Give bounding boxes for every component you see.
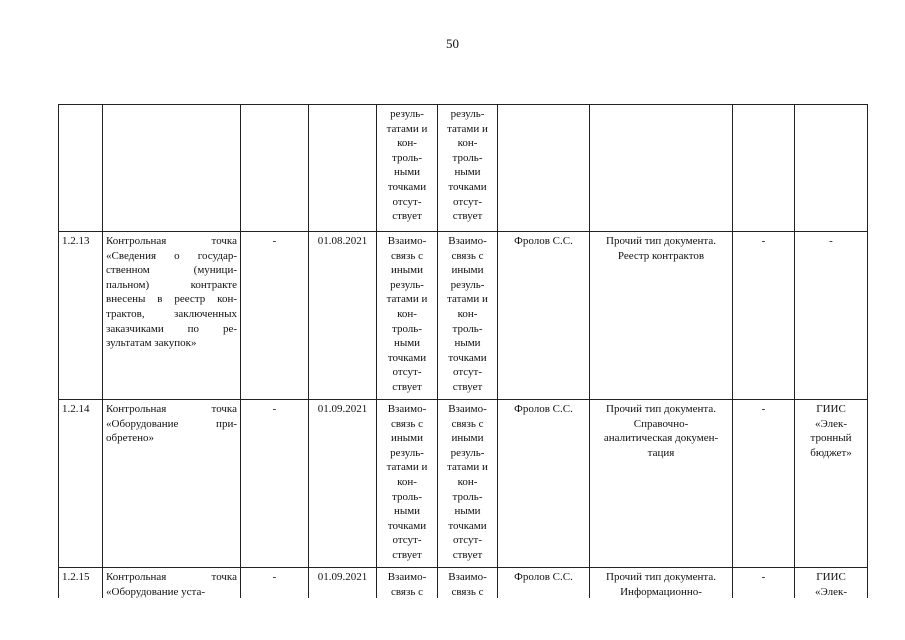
cell-doc-type — [590, 105, 733, 232]
table-row-continuation — [59, 105, 868, 232]
cell-number — [59, 105, 103, 232]
row-doc-type — [590, 400, 733, 568]
row-prev — [377, 568, 438, 602]
doc-type-text: Прочий тип документа. Реестр контрактов — [606, 235, 716, 262]
row-doc-type — [590, 568, 733, 602]
prev-text: Взаимо- связь с — [387, 571, 427, 598]
row-number: 1.2.14 — [59, 400, 103, 568]
row-end: 01.09.2021 — [309, 400, 377, 568]
row-start: - — [241, 232, 309, 400]
row-system — [795, 568, 868, 602]
row-start: - — [241, 400, 309, 568]
row-doc-type — [590, 232, 733, 400]
row-system — [795, 400, 868, 568]
row-number: 1.2.13 — [59, 232, 103, 400]
page-bottom-margin — [0, 598, 905, 640]
row-next — [438, 400, 498, 568]
cell-start — [241, 105, 309, 232]
row-responsible: Фролов С.С. — [498, 568, 590, 602]
cell-next — [438, 105, 498, 232]
row-end: 01.08.2021 — [309, 232, 377, 400]
next-text: Взаимо- связь с иными резуль- татами и кон- троль- ными точками отсут- ствует — [447, 235, 488, 393]
row-start: - — [241, 568, 309, 602]
page-number: 50 — [446, 36, 459, 51]
row-level: - — [733, 232, 795, 400]
row-prev — [377, 400, 438, 568]
row-name: Контрольная точка «Сведения о государ-ственном (муници-пальном) контракте внесены в реестр кон-трактов, заключенных заказчиками по ре-зультатам закупок» — [103, 232, 241, 400]
row-prev — [377, 232, 438, 400]
row-level: - — [733, 400, 795, 568]
doc-type-text: Прочий тип документа. Информационно- — [606, 571, 716, 598]
cell-responsible — [498, 105, 590, 232]
system-text: ГИИС «Элек- тронный бюджет» — [810, 403, 852, 459]
next-text: резуль- татами и кон- троль- ными точками отсут- ствует — [447, 108, 488, 223]
row-number: 1.2.15 — [59, 568, 103, 602]
row-responsible: Фролов С.С. — [498, 400, 590, 568]
row-level: - — [733, 568, 795, 602]
row-end: 01.09.2021 — [309, 568, 377, 602]
cell-prev — [377, 105, 438, 232]
table-row — [59, 400, 868, 568]
prev-text: Взаимо- связь с иными резуль- татами и кон- троль- ными точками отсут- ствует — [386, 235, 428, 393]
system-text: - — [829, 235, 833, 247]
prev-text: резуль- татами и кон- троль- ными точками отсут- ствует — [386, 108, 428, 223]
cell-system — [795, 105, 868, 232]
row-name: Контрольная точка «Оборудование при-обретено» — [103, 400, 241, 568]
cell-name — [103, 105, 241, 232]
next-text: Взаимо- связь с — [448, 571, 487, 598]
row-responsible: Фролов С.С. — [498, 232, 590, 400]
row-next — [438, 568, 498, 602]
table-row — [59, 232, 868, 400]
schedule-table — [58, 104, 868, 602]
prev-text: Взаимо- связь с иными резуль- татами и кон- троль- ными точками отсут- ствует — [386, 403, 428, 561]
row-name: Контрольная точка «Оборудование уста- — [103, 568, 241, 602]
system-text: ГИИС «Элек- — [815, 571, 847, 598]
row-next — [438, 232, 498, 400]
cell-level — [733, 105, 795, 232]
cell-end — [309, 105, 377, 232]
row-system — [795, 232, 868, 400]
table-row — [59, 568, 868, 602]
doc-type-text: Прочий тип документа. Справочно- аналитическая докумен- тация — [603, 403, 719, 459]
next-text: Взаимо- связь с иными резуль- татами и кон- троль- ными точками отсут- ствует — [447, 403, 488, 561]
